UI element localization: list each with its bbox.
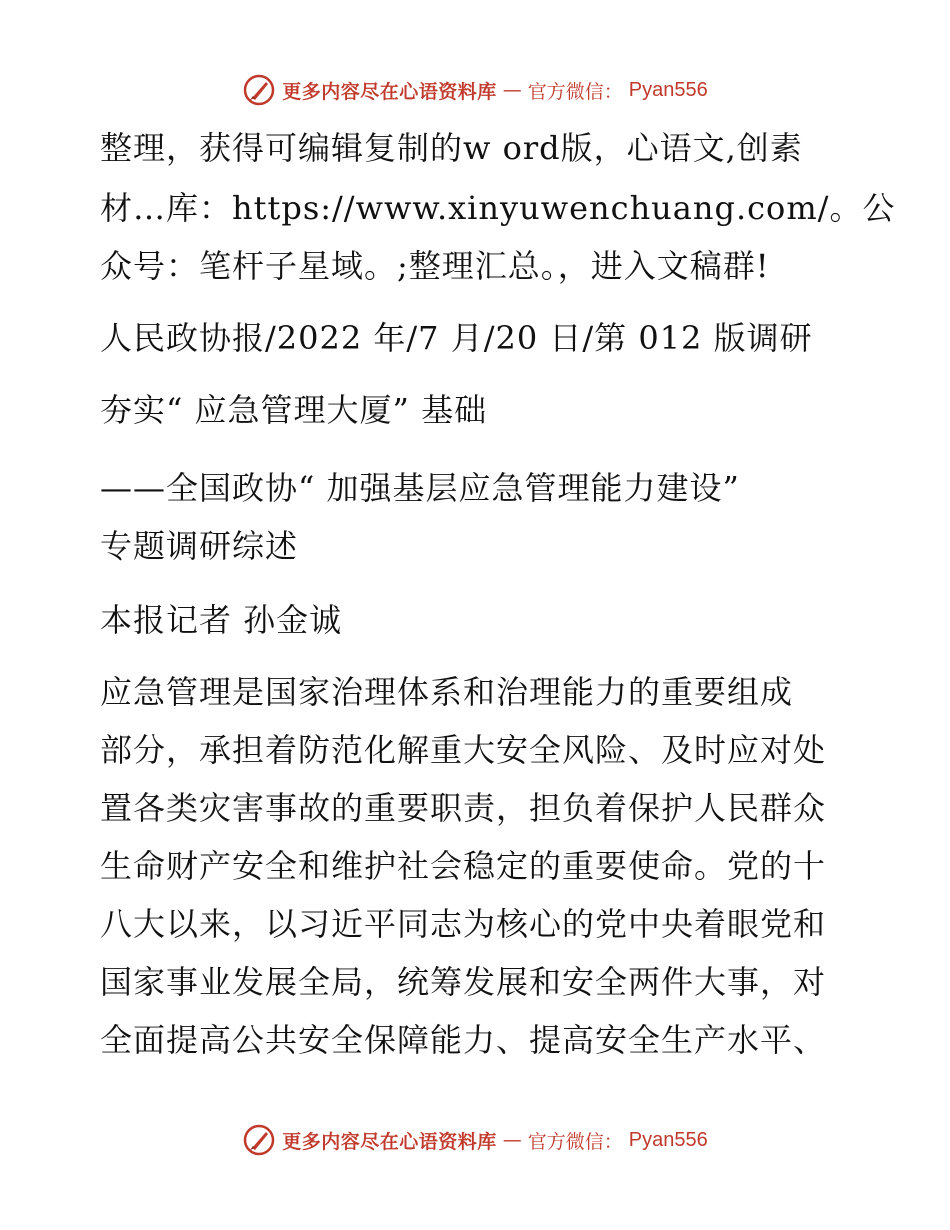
banner-separator: — [502, 1129, 522, 1151]
banner-wechat-id: Pyan556 [628, 1128, 708, 1151]
header-banner [0, 70, 950, 110]
intro-line: 众号：笔杆子星域。;整理汇总。，进入文稿群! [100, 247, 770, 285]
body-line: 国家事业发展全局，统筹发展和安全两件大事，对 [100, 963, 827, 1001]
quill-pen-logo-icon [242, 73, 276, 107]
banner-wechat-label: 官方微信： [527, 1130, 623, 1153]
body-line: 生命财产安全和维护社会稳定的重要使命。党的十 [100, 847, 827, 885]
body-line: 部分，承担着防范化解重大安全风险、及时应对处 [100, 731, 827, 769]
banner-content [242, 73, 708, 107]
banner-wechat-label: 官方微信： [527, 80, 623, 103]
article-subtitle: ——全国政协“ 加强基层应急管理能力建设” [100, 469, 740, 507]
quill-pen-logo-icon [242, 1123, 276, 1157]
body-line: 置各类灾害事故的重要职责，担负着保护人民群众 [100, 789, 827, 827]
footer-banner [0, 1120, 950, 1160]
body-line: 八大以来，以习近平同志为核心的党中央着眼党和 [100, 905, 827, 943]
byline: 本报记者 孙金诚 [100, 601, 343, 639]
body-line: 应急管理是国家治理体系和治理能力的重要组成 [100, 673, 794, 711]
article-title: 夯实“ 应急管理大厦” 基础 [100, 391, 488, 429]
banner-text: 更多内容尽在心语资料库 [282, 80, 497, 103]
source-line: 人民政协报/2022 年/7 月/20 日/第 012 版调研 [100, 319, 813, 357]
article-subtitle: 专题调研综述 [100, 527, 299, 565]
intro-line: 材…库：https://www.xinyuwenchuang.com/。公 [100, 189, 896, 227]
banner-wechat-id: Pyan556 [628, 78, 708, 101]
intro-line: 整理，获得可编辑复制的w ord版，心语文,创素 [100, 129, 803, 167]
banner-separator: — [502, 79, 522, 101]
banner-content [242, 1123, 708, 1157]
banner-text: 更多内容尽在心语资料库 [282, 1130, 497, 1153]
body-line: 全面提高公共安全保障能力、提高安全生产水平、 [100, 1021, 827, 1059]
